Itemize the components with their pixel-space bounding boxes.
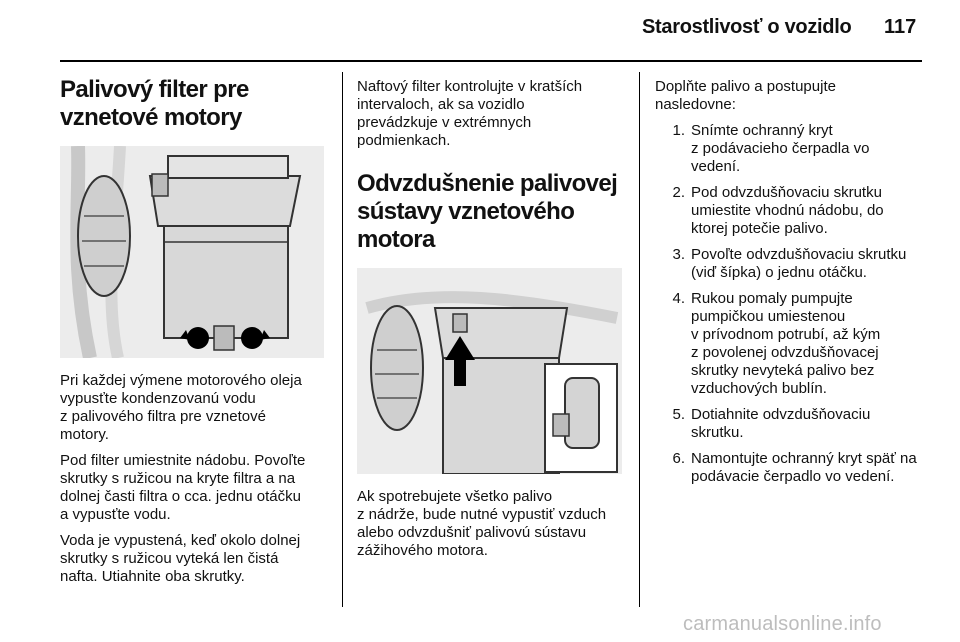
step-number: 5.: [672, 406, 685, 423]
step-text: Namontujte ochranný kryt späť na podávacie čerpadlo vo vedení.: [691, 450, 917, 485]
step-number: 6.: [672, 450, 685, 467]
step-number: 3.: [672, 246, 685, 263]
step-number: 4.: [672, 290, 685, 307]
list-item: [655, 246, 945, 282]
page-number: 117: [884, 16, 917, 38]
middle-column: [357, 78, 627, 568]
section-heading-bleeding: Odvzdušnenie palivovej sústavy vznetového motora: [357, 170, 618, 253]
step-text: Rukou pomaly pumpujte pumpičkou umiestenou v prívodnom potrubí, až kým z povolenej odvzdušňovacej skrutky nevyteká palivo bez vzduchových bublín.: [691, 290, 881, 397]
step-number: 2.: [672, 184, 685, 201]
section-heading-fuel-filter: Palivový filter pre vznetové motory: [60, 76, 249, 131]
fuel-filter-illustration: [60, 146, 324, 358]
paragraph-drain-finish: Voda je vypustená, keď okolo dolnej skrutky s ružicou vyteká len čistá nafta. Utiahnite oba skrutky.: [60, 532, 301, 585]
paragraph-empty-tank: Ak spotrebujete všetko palivo z nádrže, bude nutné vypustiť vzduch alebo odvzdušniť palivovú sústavu zážihového motora.: [357, 488, 607, 559]
list-item: [655, 290, 945, 398]
bleeding-screw-illustration: [357, 268, 622, 474]
right-column: [655, 78, 945, 494]
list-item: [655, 406, 945, 442]
step-text: Dotiahnite odvzdušňovaciu skrutku.: [691, 406, 871, 441]
bleeding-steps-list: [655, 122, 945, 486]
column-divider-left: [342, 72, 343, 607]
step-text: Snímte ochranný kryt z podávacieho čerpadla vo vedení.: [691, 122, 870, 175]
paragraph-drain-procedure: Pod filter umiestnite nádobu. Povoľte skrutky s ružicou na kryte filtra a na dolnej časti filtra o cca. jednu otáčku a vypusťte vodu.: [60, 452, 306, 523]
step-number: 1.: [672, 122, 685, 139]
list-item: [655, 184, 945, 238]
paragraph-procedure-intro: Doplňte palivo a postupujte nasledovne:: [655, 78, 836, 113]
step-text: Pod odvzdušňovaciu skrutku umiestite vhodnú nádobu, do ktorej potečie palivo.: [691, 184, 884, 237]
header-divider: [60, 60, 922, 62]
list-item: [655, 122, 945, 176]
left-column: [60, 76, 328, 594]
watermark: carmanualsonline.info: [683, 613, 882, 635]
paragraph-drain-interval: Pri každej výmene motorového oleja vypusťte kondenzovanú vodu z palivového filtra pre vznetové motory.: [60, 372, 302, 443]
paragraph-filter-check: Naftový filter kontrolujte v kratších intervaloch, ak sa vozidlo prevádzkuje v extrémnych podmienkach.: [357, 78, 583, 149]
column-divider-right: [639, 72, 640, 607]
step-text: Povoľte odvzdušňovaciu skrutku (viď šípka) o jednu otáčku.: [691, 246, 907, 281]
list-item: [655, 450, 945, 486]
running-header-title: Starostlivosť o vozidlo: [642, 16, 852, 38]
